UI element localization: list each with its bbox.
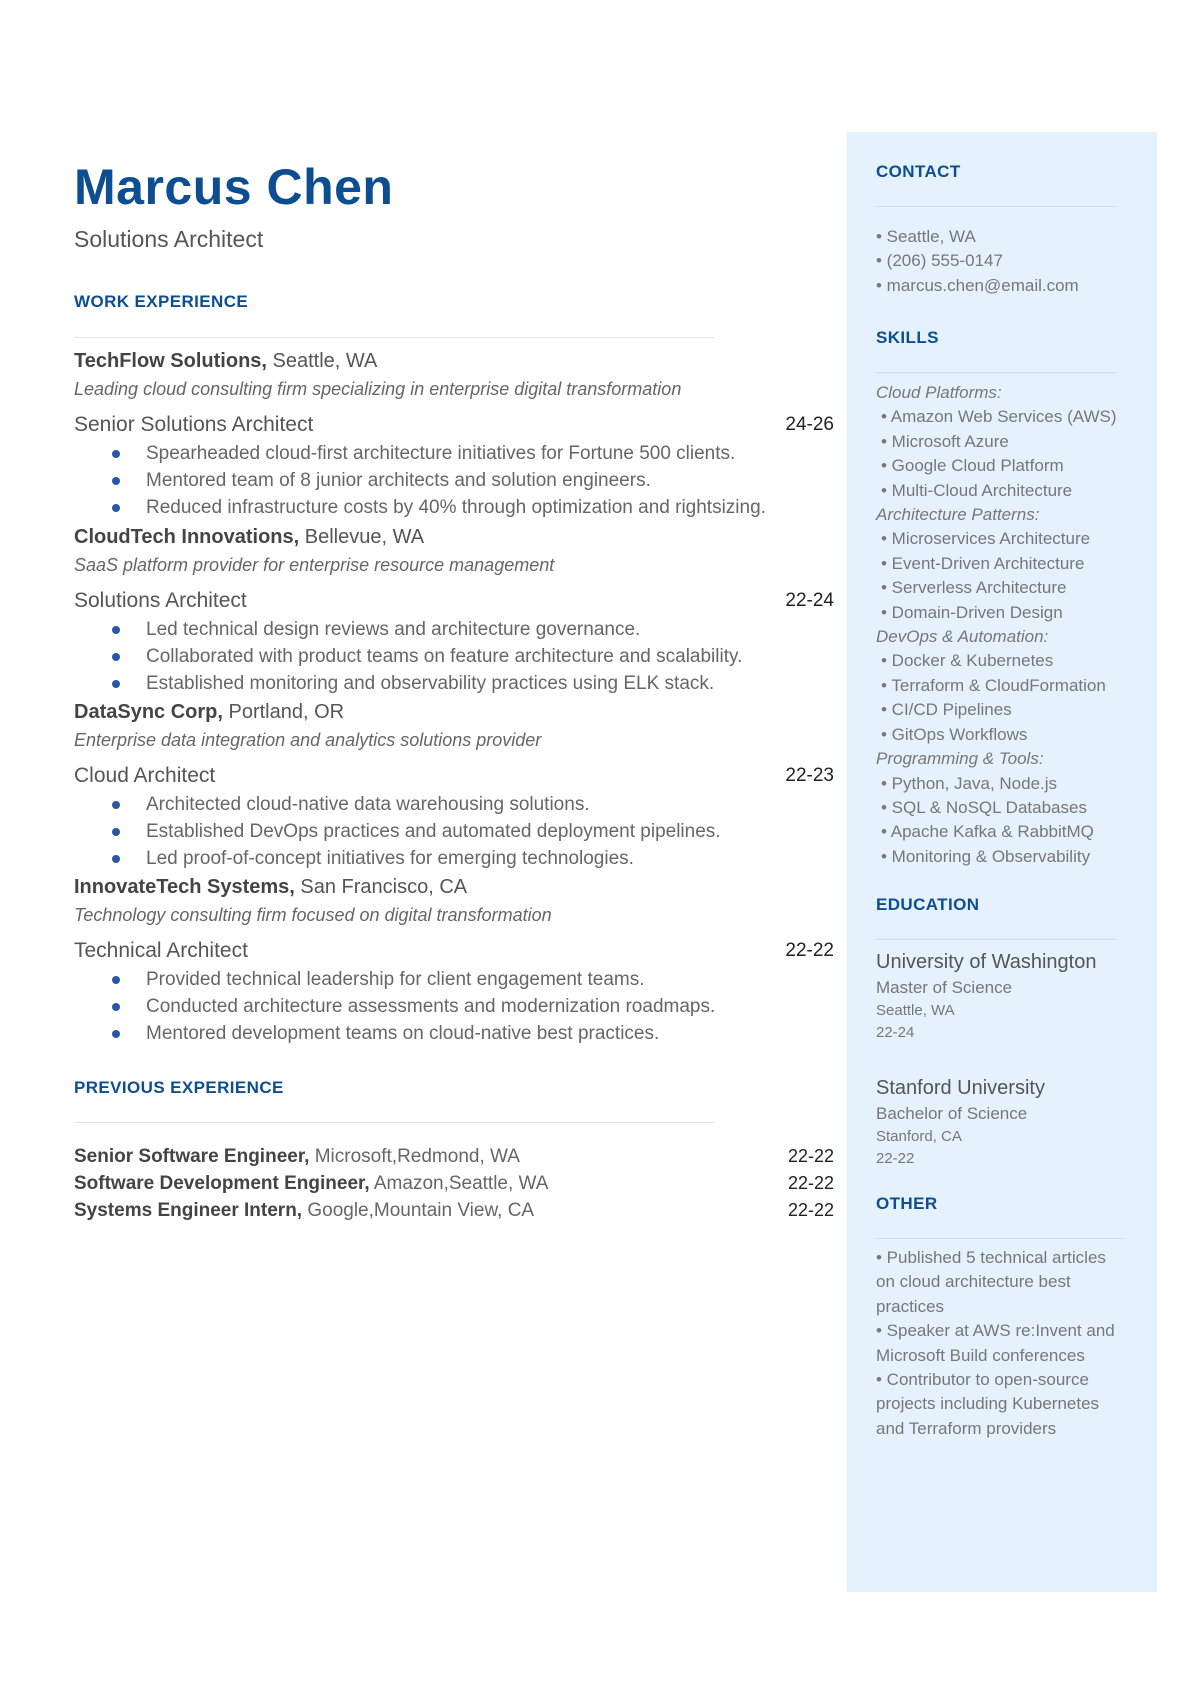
job-entry: [74, 346, 834, 521]
skill-category: Programming & Tools:: [876, 749, 1044, 769]
bullet-dot-icon: [112, 450, 120, 458]
job-title-row: [74, 761, 834, 791]
skill-item: • Multi-Cloud Architecture: [881, 480, 1073, 500]
job-bullet: [74, 670, 834, 697]
school-name: Stanford University: [876, 1077, 1045, 1099]
job-title: Cloud Architect: [74, 764, 216, 787]
job-bullet: [74, 643, 834, 670]
other-item-line: • Published 5 technical articles: [876, 1248, 1106, 1267]
bullet-dot-icon: [112, 976, 120, 984]
bullet-dot-icon: [112, 504, 120, 512]
skill-item: • Python, Java, Node.js: [881, 773, 1058, 793]
previous-role: [74, 1170, 834, 1197]
skill-item: • Monitoring & Observability: [881, 846, 1091, 866]
bullet-text: Led technical design reviews and architecture governance.: [146, 619, 641, 640]
previous-role-place: Google,Mountain View, CA: [302, 1200, 535, 1221]
job-title-row: [74, 936, 834, 966]
company-location: San Francisco, CA: [294, 876, 468, 898]
degree: Master of Science: [876, 978, 1013, 997]
job-bullet: [74, 616, 834, 643]
previous-role-title: Senior Software Engineer,: [74, 1146, 310, 1167]
other-item-line: Microsoft Build conferences: [876, 1345, 1085, 1365]
bullet-text: Led proof-of-concept initiatives for emerging technologies.: [146, 848, 634, 869]
school-name: University of Washington: [876, 951, 1097, 973]
skill-item: • SQL & NoSQL Databases: [881, 797, 1087, 817]
job-bullets: [74, 616, 834, 697]
job-title: Solutions Architect: [74, 589, 247, 612]
job-bullet: [74, 1020, 834, 1047]
job-bullet: [74, 818, 834, 845]
bullet-text: Conducted architecture assessments and modernization roadmaps.: [146, 996, 716, 1017]
skills-list: [876, 381, 1148, 869]
company-location: Seattle, WA: [266, 350, 378, 372]
bullet-dot-icon: [112, 855, 120, 863]
company-description: Leading cloud consulting firm specializing in enterprise digital transformation: [74, 379, 682, 399]
skill-item: • Serverless Architecture: [881, 578, 1067, 598]
previous-role-dates: 22-22: [787, 1146, 834, 1166]
job-dates: 22-22: [785, 940, 834, 961]
school-location: Seattle, WA: [876, 1002, 955, 1019]
bullet-dot-icon: [112, 801, 120, 809]
job-title-row: [74, 410, 834, 440]
job-bullet: [74, 791, 834, 818]
previous-role-dates: 22-22: [787, 1200, 834, 1220]
contact-list: [876, 225, 1148, 298]
skill-item: • Domain-Driven Design: [881, 602, 1063, 622]
contact-item: • marcus.chen@email.com: [876, 275, 1079, 295]
skill-item: • Apache Kafka & RabbitMQ: [881, 822, 1094, 842]
skill-item: • Event-Driven Architecture: [881, 553, 1085, 573]
bullet-text: Architected cloud-native data warehousing solutions.: [146, 794, 590, 815]
skill-item: • GitOps Workflows: [881, 724, 1028, 744]
skill-category: Architecture Patterns:: [876, 505, 1040, 525]
section-divider: [876, 939, 1116, 940]
section-divider: [876, 1238, 1124, 1239]
previous-role-title: Systems Engineer Intern,: [74, 1200, 303, 1221]
previous-role-place: Microsoft,Redmond, WA: [309, 1146, 520, 1167]
company-name: TechFlow Solutions,: [74, 350, 267, 372]
skill-category: Cloud Platforms:: [876, 383, 1002, 402]
skill-item: • Docker & Kubernetes: [881, 651, 1054, 671]
bullet-dot-icon: [112, 680, 120, 688]
bullet-text: Reduced infrastructure costs by 40% through optimization and rightsizing.: [146, 497, 766, 518]
skill-category: DevOps & Automation:: [876, 627, 1049, 647]
other-list: [876, 1246, 1146, 1441]
job-bullet: [74, 440, 834, 467]
company-line: [74, 872, 834, 902]
sidebar: [847, 132, 1157, 1592]
skill-item: • Microsoft Azure: [881, 431, 1009, 451]
degree: Bachelor of Science: [876, 1104, 1028, 1123]
previous-experience-heading: PREVIOUS EXPERIENCE: [74, 1078, 284, 1097]
job-bullet: [74, 845, 834, 872]
company-name: CloudTech Innovations,: [74, 526, 300, 548]
job-dates: 22-23: [785, 765, 834, 786]
job-bullet: [74, 966, 834, 993]
bullet-text: Established monitoring and observability practices using ELK stack.: [146, 673, 715, 694]
job-title: Senior Solutions Architect: [74, 413, 314, 436]
other-item-line: practices: [876, 1296, 945, 1316]
job-title-row: [74, 586, 834, 616]
skill-item: • Google Cloud Platform: [881, 456, 1064, 476]
bullet-dot-icon: [112, 828, 120, 836]
education-entry: [876, 948, 1148, 1044]
other-item-line: • Speaker at AWS re:Invent and: [876, 1321, 1115, 1341]
skill-item: • CI/CD Pipelines: [881, 700, 1012, 720]
company-description: Technology consulting firm focused on digital transformation: [74, 905, 552, 925]
other-item-line: projects including Kubernetes: [876, 1394, 1100, 1414]
previous-role: [74, 1143, 834, 1170]
bullet-text: Mentored team of 8 junior architects and solution engineers.: [146, 470, 651, 491]
company-line: [74, 697, 834, 727]
other-item-line: and Terraform providers: [876, 1418, 1057, 1438]
section-divider: [74, 1122, 714, 1123]
work-experience-heading: WORK EXPERIENCE: [74, 292, 249, 311]
section-divider: [876, 372, 1116, 373]
job-entry: [74, 872, 834, 1047]
job-bullet: [74, 494, 834, 521]
bullet-dot-icon: [112, 477, 120, 485]
contact-item: • (206) 555-0147: [876, 251, 1003, 271]
candidate-role: Solutions Architect: [74, 226, 264, 252]
previous-role-title: Software Development Engineer,: [74, 1173, 370, 1194]
job-entry: [74, 697, 834, 872]
company-location: Bellevue, WA: [299, 526, 425, 548]
section-divider: [876, 206, 1116, 207]
education-entry: [876, 1074, 1148, 1170]
job-bullets: [74, 440, 834, 521]
job-dates: 24-26: [785, 414, 834, 435]
bullet-text: Established DevOps practices and automated deployment pipelines.: [146, 821, 721, 842]
company-name: DataSync Corp,: [74, 701, 223, 723]
company-line: [74, 522, 834, 552]
bullet-dot-icon: [112, 626, 120, 634]
skill-item: • Microservices Architecture: [881, 529, 1091, 549]
bullet-text: Mentored development teams on cloud-native best practices.: [146, 1023, 660, 1044]
other-item-line: on cloud architecture best: [876, 1272, 1071, 1292]
job-title: Technical Architect: [74, 939, 248, 962]
previous-role-place: Amazon,Seattle, WA: [369, 1173, 549, 1194]
previous-role-dates: 22-22: [787, 1173, 834, 1193]
contact-heading: CONTACT: [876, 162, 961, 181]
bullet-dot-icon: [112, 653, 120, 661]
skill-item: • Terraform & CloudFormation: [881, 675, 1106, 695]
job-bullet: [74, 467, 834, 494]
skill-item: • Amazon Web Services (AWS): [881, 407, 1117, 427]
bullet-dot-icon: [112, 1030, 120, 1038]
education-dates: 22-24: [876, 1024, 915, 1041]
other-item-line: • Contributor to open-source: [876, 1370, 1089, 1390]
company-line: [74, 346, 834, 376]
section-divider: [74, 337, 714, 338]
job-dates: 22-24: [785, 590, 834, 611]
bullet-text: Collaborated with product teams on feature architecture and scalability.: [146, 646, 743, 667]
job-bullets: [74, 791, 834, 872]
job-bullets: [74, 966, 834, 1047]
job-entry: [74, 522, 834, 697]
bullet-text: Provided technical leadership for client engagement teams.: [146, 969, 645, 990]
other-heading: OTHER: [876, 1194, 938, 1213]
company-description: SaaS platform provider for enterprise resource management: [74, 555, 555, 575]
contact-item: • Seattle, WA: [876, 227, 976, 246]
bullet-dot-icon: [112, 1003, 120, 1011]
company-location: Portland, OR: [222, 701, 345, 723]
skills-heading: SKILLS: [876, 328, 939, 347]
candidate-name: Marcus Chen: [74, 159, 394, 215]
school-location: Stanford, CA: [876, 1128, 962, 1145]
education-dates: 22-22: [876, 1150, 915, 1167]
bullet-text: Spearheaded cloud-first architecture initiatives for Fortune 500 clients.: [146, 443, 736, 464]
education-list: [876, 948, 1148, 1170]
job-bullet: [74, 993, 834, 1020]
education-heading: EDUCATION: [876, 895, 980, 914]
previous-role: [74, 1197, 834, 1224]
company-name: InnovateTech Systems,: [74, 876, 295, 898]
company-description: Enterprise data integration and analytics solutions provider: [74, 730, 542, 750]
previous-experience-list: [74, 1143, 834, 1224]
